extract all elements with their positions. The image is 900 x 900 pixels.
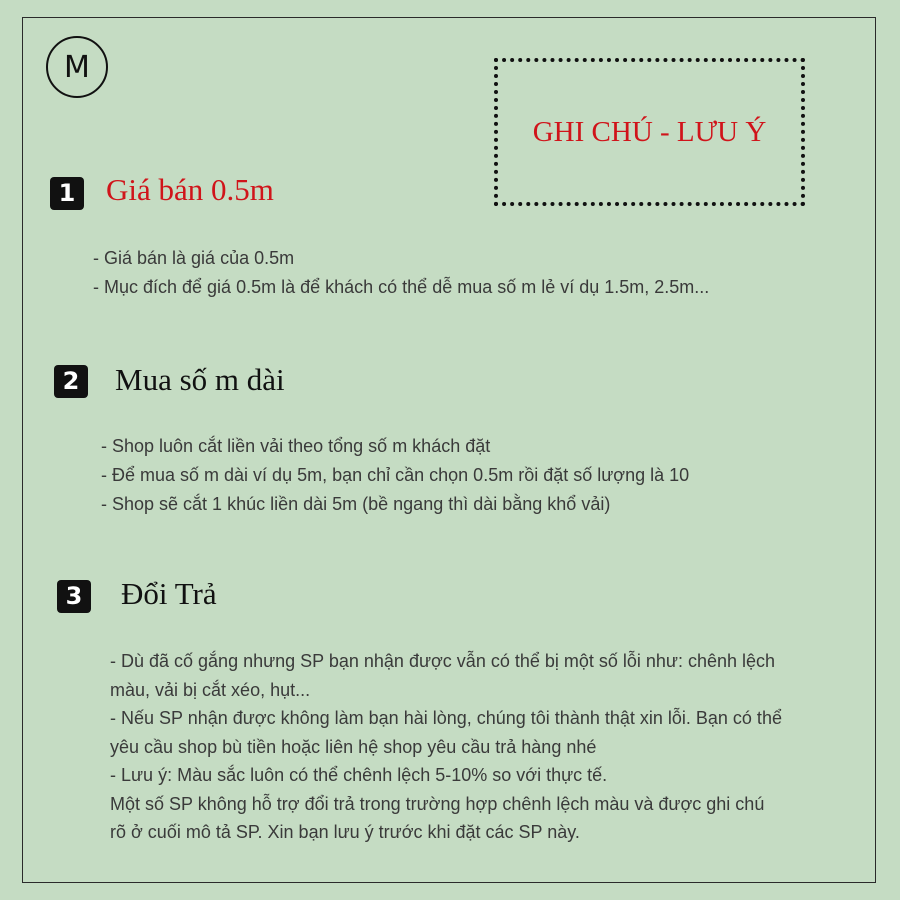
section-2-body (101, 432, 689, 519)
body-line: - Dù đã cố gắng nhưng SP bạn nhận được vẫn có thể bị một số lỗi như: chênh lệch (110, 651, 776, 671)
body-line: - Shop luôn cắt liền vải theo tổng số m khách đặt (101, 436, 491, 456)
body-line: - Shop sẽ cắt 1 khúc liền dài 5m (bề ngang thì dài bằng khổ vải) (101, 494, 611, 514)
section-3-title: Đổi Trả (121, 576, 217, 611)
body-line: - Giá bán là giá của 0.5m (93, 248, 295, 268)
section-2-title: Mua số m dài (115, 362, 285, 397)
body-line: - Mục đích để giá 0.5m là để khách có thể dễ mua số m lẻ ví dụ 1.5m, 2.5m... (93, 277, 710, 297)
section-1-number-badge: 1 (50, 177, 84, 210)
body-line: rõ ở cuối mô tả SP. Xin bạn lưu ý trước khi đặt các SP này. (110, 822, 580, 842)
note-box (494, 58, 805, 206)
section-3-number-badge: 3 (57, 580, 91, 613)
body-line: - Để mua số m dài ví dụ 5m, bạn chỉ cần chọn 0.5m rồi đặt số lượng là 10 (101, 465, 690, 485)
note-box-label: GHI CHÚ - LƯU Ý (532, 115, 767, 148)
section-1-body (93, 244, 709, 302)
logo-letter: M (64, 49, 90, 85)
body-line: màu, vải bị cắt xéo, hụt... (110, 679, 311, 700)
brand-logo (46, 36, 108, 98)
body-line: yêu cầu shop bù tiền hoặc liên hệ shop yêu cầu trả hàng nhé (110, 736, 597, 757)
section-3-body (110, 647, 782, 847)
body-line: Một số SP không hỗ trợ đổi trả trong trường hợp chênh lệch màu và được ghi chú (110, 793, 765, 814)
section-2-number-badge: 2 (54, 365, 88, 398)
body-line: - Nếu SP nhận được không làm bạn hài lòng, chúng tôi thành thật xin lỗi. Bạn có thể (110, 708, 782, 728)
section-1-title: Giá bán 0.5m (106, 172, 274, 207)
body-line: - Lưu ý: Màu sắc luôn có thể chênh lệch 5-10% so với thực tế. (110, 765, 608, 785)
